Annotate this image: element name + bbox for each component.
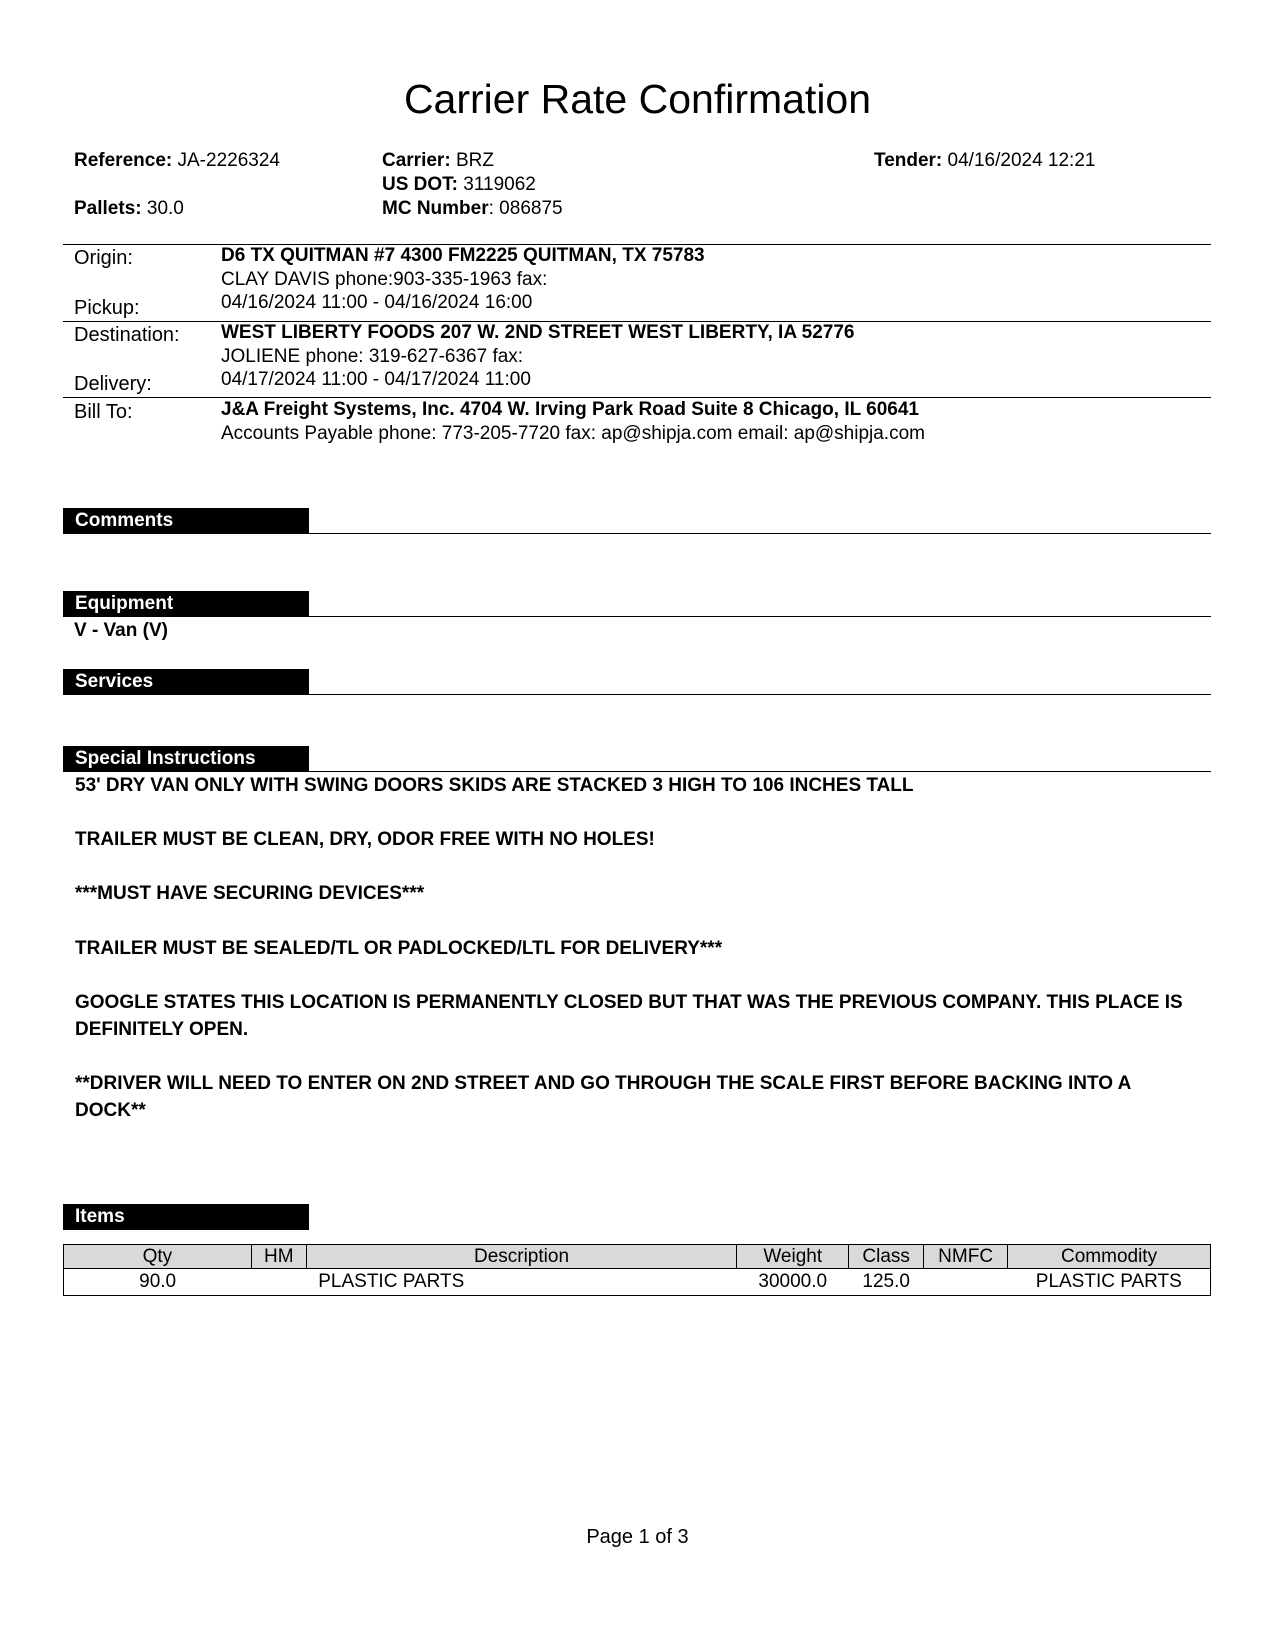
tender-label: Tender: xyxy=(874,150,943,171)
mc-number-value: : 086875 xyxy=(488,198,563,219)
items-header-row xyxy=(64,1245,1211,1269)
cell-description: PLASTIC PARTS xyxy=(306,1269,737,1296)
tender-value: 04/16/2024 12:21 xyxy=(947,150,1096,171)
reference-field xyxy=(74,150,280,172)
billto-contact: Accounts Payable phone: 773-205-7720 fax: ap@shipja.com email: ap@shipja.com xyxy=(221,423,925,444)
comments-header: Comments xyxy=(63,508,309,534)
instruction-line: ***MUST HAVE SECURING DEVICES*** xyxy=(75,883,425,904)
destination-label: Destination: xyxy=(74,324,180,346)
cell-commodity: PLASTIC PARTS xyxy=(1008,1269,1211,1296)
divider xyxy=(309,694,1211,695)
instruction-line: TRAILER MUST BE SEALED/TL OR PADLOCKED/LTL FOR DELIVERY*** xyxy=(75,938,723,959)
column-header-qty: Qty xyxy=(64,1245,252,1269)
pickup-label: Pickup: xyxy=(74,297,140,319)
delivery-window: 04/17/2024 11:00 - 04/17/2024 11:00 xyxy=(221,369,531,390)
column-header-commodity: Commodity xyxy=(1008,1245,1211,1269)
divider xyxy=(63,397,1211,398)
carrier-field xyxy=(382,150,494,172)
mc-number-label: MC Number xyxy=(382,198,489,219)
services-header: Services xyxy=(63,669,309,695)
instruction-line: 53' DRY VAN ONLY WITH SWING DOORS SKIDS ARE STACKED 3 HIGH TO 106 INCHES TALL xyxy=(75,775,914,796)
pallets-field xyxy=(74,198,184,220)
divider xyxy=(309,616,1211,617)
items-table xyxy=(63,1244,1211,1296)
document-title: Carrier Rate Confirmation xyxy=(403,76,872,122)
tender-field xyxy=(874,150,1095,172)
usdot-value: 3119062 xyxy=(463,174,536,195)
billto-address: J&A Freight Systems, Inc. 4704 W. Irving Park Road Suite 8 Chicago, IL 60641 xyxy=(221,399,919,420)
carrier-value: BRZ xyxy=(455,150,494,171)
carrier-label: Carrier: xyxy=(382,150,451,171)
usdot-label: US DOT: xyxy=(382,174,458,195)
page-number: Page 1 of 3 xyxy=(586,1526,689,1548)
column-header-nmfc: NMFC xyxy=(924,1245,1008,1269)
pallets-label: Pallets: xyxy=(74,198,142,219)
column-header-description: Description xyxy=(306,1245,737,1269)
mc-number-field xyxy=(382,198,563,220)
table-row xyxy=(64,1269,1211,1296)
column-header-hm: HM xyxy=(251,1245,306,1269)
cell-hm xyxy=(251,1269,306,1296)
instruction-line: **DRIVER WILL NEED TO ENTER ON 2ND STREET AND GO THROUGH THE SCALE FIRST BEFORE BACKING INTO A DOCK** xyxy=(75,1073,1131,1121)
equipment-value: V - Van (V) xyxy=(74,620,168,641)
origin-label: Origin: xyxy=(74,247,133,269)
reference-label: Reference: xyxy=(74,150,173,171)
usdot-field xyxy=(382,174,536,196)
divider xyxy=(309,533,1211,534)
equipment-header: Equipment xyxy=(63,591,309,617)
pallets-value: 30.0 xyxy=(146,198,184,219)
cell-class: 125.0 xyxy=(849,1269,924,1296)
cell-nmfc xyxy=(924,1269,1008,1296)
items-header: Items xyxy=(63,1204,309,1230)
column-header-weight: Weight xyxy=(737,1245,849,1269)
origin-address: D6 TX QUITMAN #7 4300 FM2225 QUITMAN, TX 75783 xyxy=(221,245,705,266)
origin-contact: CLAY DAVIS phone:903-335-1963 fax: xyxy=(221,269,548,290)
cell-qty: 90.0 xyxy=(64,1269,252,1296)
reference-value: JA-2226324 xyxy=(177,150,280,171)
column-header-class: Class xyxy=(849,1245,924,1269)
destination-contact: JOLIENE phone: 319-627-6367 fax: xyxy=(221,346,524,367)
special-instructions-header: Special Instructions xyxy=(63,746,309,772)
pickup-window: 04/16/2024 11:00 - 04/16/2024 16:00 xyxy=(221,292,533,313)
instruction-line: TRAILER MUST BE CLEAN, DRY, ODOR FREE WITH NO HOLES! xyxy=(75,829,655,850)
destination-address: WEST LIBERTY FOODS 207 W. 2ND STREET WEST LIBERTY, IA 52776 xyxy=(221,322,855,343)
delivery-label: Delivery: xyxy=(74,373,152,395)
instruction-line: GOOGLE STATES THIS LOCATION IS PERMANENTLY CLOSED BUT THAT WAS THE PREVIOUS COMPANY. THIS PLACE IS DEFINITELY OPEN. xyxy=(75,992,1183,1040)
cell-weight: 30000.0 xyxy=(737,1269,849,1296)
billto-label: Bill To: xyxy=(74,401,133,423)
